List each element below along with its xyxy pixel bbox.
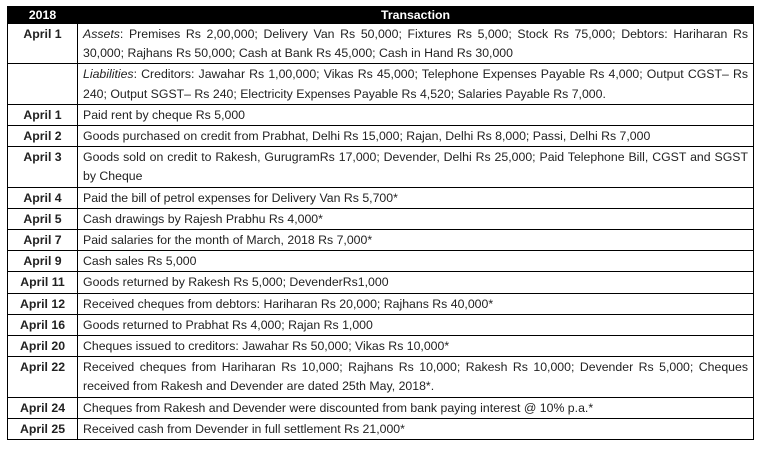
table-row (8, 230, 754, 251)
table-row (8, 104, 754, 125)
row-transaction-text: Cheques issued to creditors: Jawahar Rs 50,000; Vikas Rs 10,000* (83, 339, 450, 354)
table-row (8, 251, 754, 272)
row-transaction-text: : Premises Rs 2,00,000; Delivery Van Rs 50,000; Fixtures Rs 5,000; Stock Rs 75,000; Debtors: Hariharan Rs 30,000; Rajhans Rs 50,000; Cash at Bank Rs 45,000; Cash in Hand Rs 30,000 (83, 27, 748, 61)
row-transaction-text: Goods returned to Prabhat Rs 4,000; Rajan Rs 1,000 (83, 317, 373, 332)
row-date: April 11 (8, 272, 78, 293)
row-date: April 7 (8, 230, 78, 251)
row-transaction-text: Cheques from Rakesh and Devender were discounted from bank paying interest @ 10% p.a.* (83, 400, 594, 415)
row-date: April 4 (8, 187, 78, 208)
row-transaction-text: Paid salaries for the month of March, 2018 Rs 7,000* (83, 233, 373, 248)
row-date: April 16 (8, 314, 78, 335)
row-transaction-text: Goods sold on credit to Rakesh, GurugramRs 17,000; Devender, Delhi Rs 25,000; Paid Telephone Bill, CGST and SGST by Cheque (83, 150, 748, 184)
row-transaction (78, 147, 754, 187)
row-transaction (78, 64, 754, 104)
row-transaction (78, 251, 754, 272)
table-row (8, 314, 754, 335)
row-category-label: Liabilities (83, 67, 134, 82)
row-transaction (78, 187, 754, 208)
row-transaction-text: Paid the bill of petrol expenses for Delivery Van Rs 5,700* (83, 190, 398, 205)
table-row (8, 397, 754, 418)
table-row (8, 336, 754, 357)
row-transaction (78, 272, 754, 293)
row-transaction (78, 230, 754, 251)
table-header-row (8, 7, 754, 24)
table-row (8, 187, 754, 208)
row-transaction (78, 357, 754, 397)
table-row (8, 24, 754, 64)
table-row (8, 272, 754, 293)
transactions-table-container (7, 6, 753, 440)
row-transaction-text: Paid rent by cheque Rs 5,000 (83, 107, 246, 122)
row-transaction (78, 104, 754, 125)
table-row (8, 126, 754, 147)
row-transaction (78, 208, 754, 229)
row-transaction-text: Received cash from Devender in full settlement Rs 21,000* (83, 421, 405, 436)
table-row (8, 147, 754, 187)
row-transaction (78, 418, 754, 439)
row-date: April 5 (8, 208, 78, 229)
table-row (8, 208, 754, 229)
row-transaction-text: Received cheques from debtors: Hariharan Rs 20,000; Rajhans Rs 40,000* (83, 296, 494, 311)
row-date: April 2 (8, 126, 78, 147)
row-date: April 1 (8, 104, 78, 125)
row-transaction-text: Received cheques from Hariharan Rs 10,000; Rajhans Rs 10,000; Rakesh Rs 10,000; Devender Rs 5,000; Cheques received from Rakesh and Devender are dated 25th May, 2018*. (83, 360, 748, 394)
row-date: April 1 (8, 24, 78, 64)
row-date: April 25 (8, 418, 78, 439)
row-transaction-text: Goods purchased on credit from Prabhat, Delhi Rs 15,000; Rajan, Delhi Rs 8,000; Passi, Delhi Rs 7,000 (83, 129, 651, 144)
row-transaction (78, 397, 754, 418)
row-date: April 9 (8, 251, 78, 272)
header-transaction: Transaction (78, 7, 754, 24)
row-date: April 3 (8, 147, 78, 187)
row-transaction-text: Cash sales Rs 5,000 (83, 254, 197, 269)
row-date: April 20 (8, 336, 78, 357)
header-year: 2018 (8, 7, 78, 24)
row-transaction-text: Cash drawings by Rajesh Prabhu Rs 4,000* (83, 211, 323, 226)
row-transaction (78, 293, 754, 314)
table-row (8, 293, 754, 314)
row-category-label: Assets (83, 27, 120, 41)
row-transaction (78, 314, 754, 335)
row-transaction-text: Goods returned by Rakesh Rs 5,000; DevenderRs1,000 (83, 275, 389, 290)
table-row (8, 64, 754, 104)
row-date (8, 64, 78, 104)
table-row (8, 418, 754, 439)
transactions-table (7, 6, 754, 440)
row-date: April 12 (8, 293, 78, 314)
table-body (8, 24, 754, 440)
table-row (8, 357, 754, 397)
row-transaction (78, 126, 754, 147)
row-date: April 22 (8, 357, 78, 397)
row-transaction (78, 336, 754, 357)
row-date: April 24 (8, 397, 78, 418)
row-transaction-text: : Creditors: Jawahar Rs 1,00,000; Vikas Rs 45,000; Telephone Expenses Payable Rs 4,000; Output CGST– Rs 240; Output SGST– Rs 240; Electricity Expenses Payable Rs 4,520; Salaries Payable Rs 7,000. (83, 67, 748, 101)
row-transaction (78, 24, 754, 64)
